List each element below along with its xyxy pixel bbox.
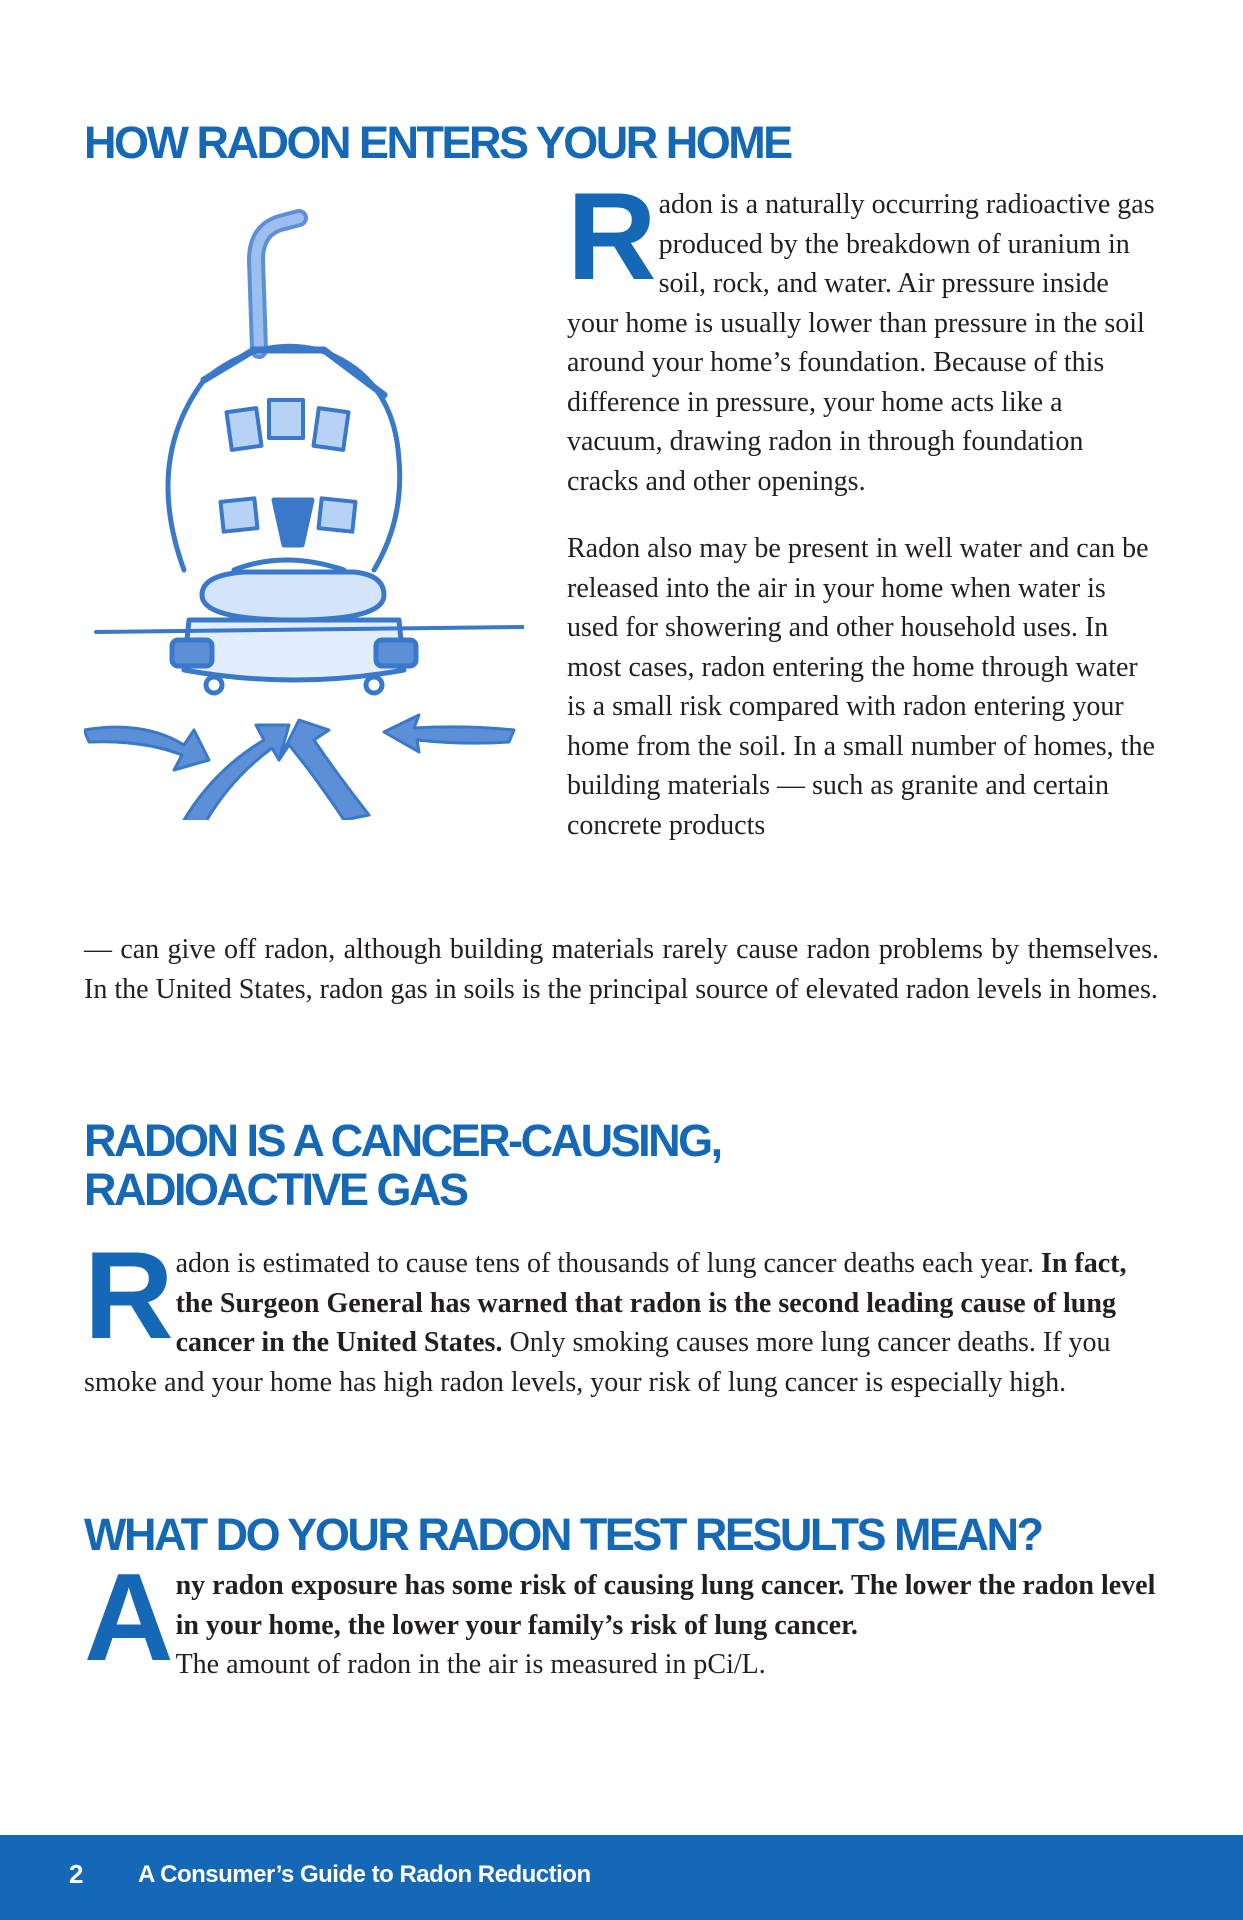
surgeon-general-warning: In fact, the Surgeon General has warned that radon is the second leading cause of lung cancer in the United States. (175, 1248, 1127, 1358)
page-footer (0, 1835, 1243, 1920)
paragraph-cancer: Radon is estimated to cause tens of thousands of lung cancer deaths each year. In fact, the Surgeon General has warned that radon is the second leading cause of lung cancer in the United States. Only smoking causes more lung cancer deaths. If you smoke and your home has high radon levels, your risk of lung cancer is especially high. (84, 1227, 1127, 1398)
section-heading-cancer-line2: RADIOACTIVE GAS (84, 1164, 467, 1215)
drop-cap: R (567, 168, 653, 306)
section-test-results-text (84, 1549, 1159, 1687)
page-number: 2 (69, 1859, 84, 1889)
drop-cap: A (84, 1549, 170, 1687)
paragraph-radon-entry-2-continued: — can give off radon, although building materials rarely cause radon problems by themselves. In the United States, radon gas in soils is the principal source of elevated radon levels in homes. (84, 934, 1159, 1005)
drop-cap: R (84, 1227, 170, 1365)
paragraph-radon-entry-2: Radon also may be present in well water and can be released into the air in your home when water is used for showering and other household uses. In most cases, radon entering the home through water is a small risk compared with radon entering your home from the soil. In a small number of homes, the building materials — such as granite and certain concrete products (567, 533, 1155, 841)
section-radon-entry-text (84, 168, 1159, 1009)
paragraph-test-results: Any radon exposure has some risk of causing lung cancer. The lower the radon level in your home, the lower your family’s risk of lung cancer. The amount of radon in the air is measured in pCi/L. (84, 1549, 1156, 1687)
publication-title: A Consumer’s Guide to Radon Reduction (138, 1861, 591, 1888)
section-heading-cancer (84, 1116, 1159, 1214)
section-cancer-text (84, 1227, 1159, 1402)
section-heading-radon-entry: HOW RADON ENTERS YOUR HOME (84, 117, 791, 168)
section-heading-cancer-line1: RADON IS A CANCER-CAUSING, (84, 1115, 721, 1166)
paragraph-radon-entry-1: Radon is a naturally occurring radioactive gas produced by the breakdown of uranium in soil, rock, and water. Air pressure inside your home is usually lower than pressure in the soil around your home’s foundation. Because of this difference in pressure, your home acts like a vacuum, drawing radon in through foundation cracks and other openings. (567, 168, 1155, 497)
section-heading-test-results: WHAT DO YOUR RADON TEST RESULTS MEAN? (84, 1509, 1042, 1560)
